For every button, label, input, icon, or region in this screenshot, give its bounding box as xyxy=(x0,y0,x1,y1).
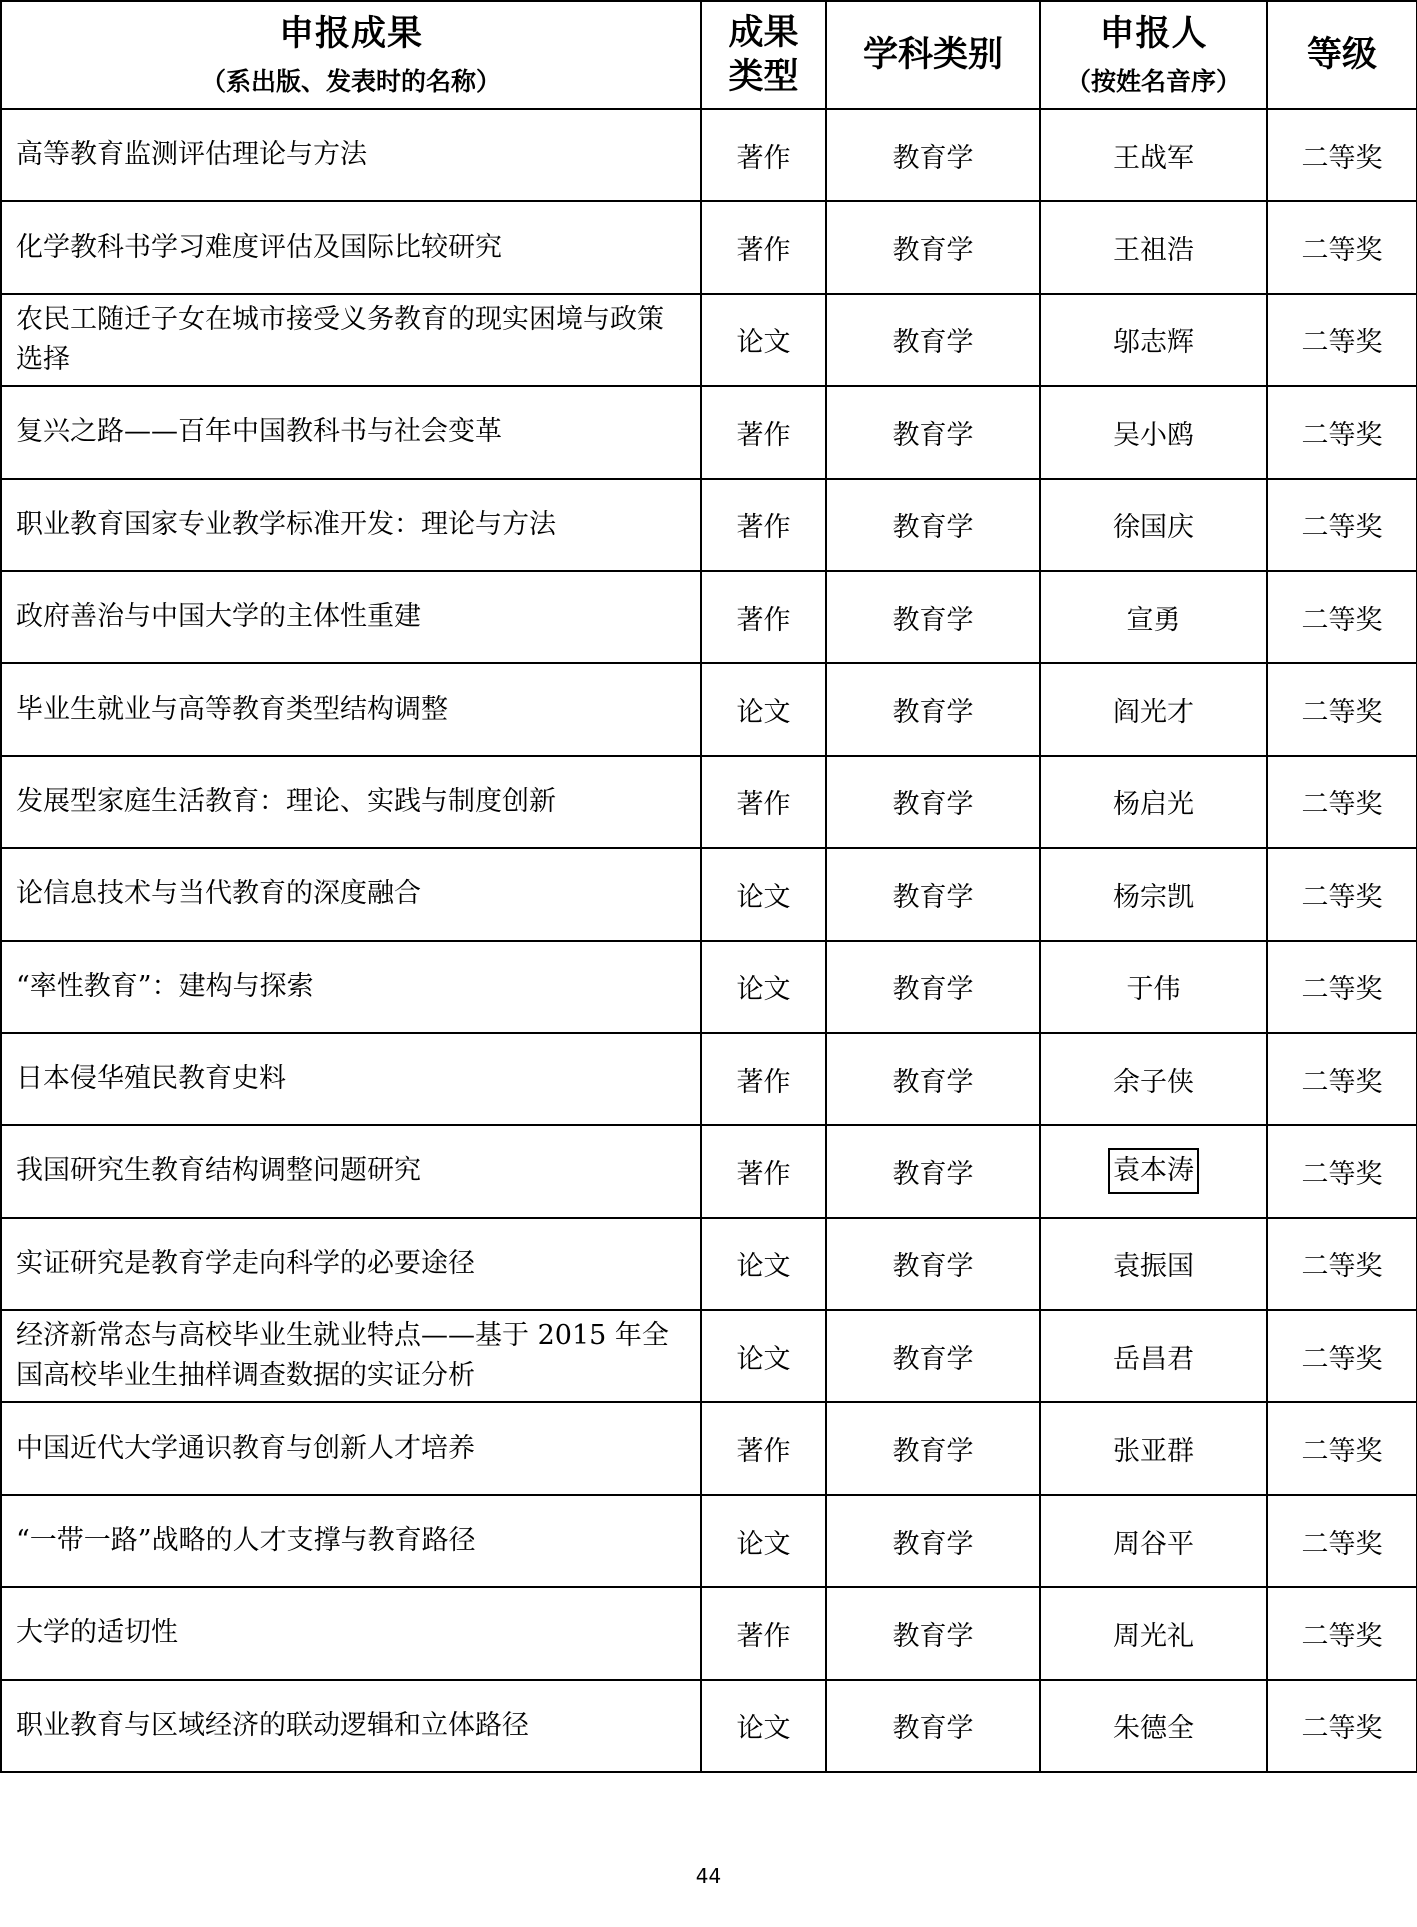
award-grade-cell: 二等奖 xyxy=(1267,109,1417,201)
achievement-title-cell: 大学的适切性 xyxy=(1,1587,701,1679)
applicant-cell: 杨启光 xyxy=(1040,756,1267,848)
achievement-title-cell: 我国研究生教育结构调整问题研究 xyxy=(1,1125,701,1217)
table-row xyxy=(1,109,1417,201)
applicant-cell: 余子侠 xyxy=(1040,1033,1267,1125)
achievement-type-cell: 论文 xyxy=(701,294,826,386)
subject-category-cell: 教育学 xyxy=(826,386,1040,478)
table-body xyxy=(1,109,1417,1772)
applicant-cell: 王战军 xyxy=(1040,109,1267,201)
applicant-cell: 吴小鸥 xyxy=(1040,386,1267,478)
award-grade-cell: 二等奖 xyxy=(1267,386,1417,478)
achievement-title-cell: 日本侵华殖民教育史料 xyxy=(1,1033,701,1125)
award-grade-cell: 二等奖 xyxy=(1267,1033,1417,1125)
table-row xyxy=(1,294,1417,386)
table-row xyxy=(1,848,1417,940)
subject-category-cell: 教育学 xyxy=(826,1218,1040,1310)
table-row xyxy=(1,479,1417,571)
applicant-cell: 阎光才 xyxy=(1040,663,1267,755)
applicant-cell: 袁振国 xyxy=(1040,1218,1267,1310)
achievement-title-cell: 复兴之路——百年中国教科书与社会变革 xyxy=(1,386,701,478)
header-applicant-note: （按姓名音序） xyxy=(1065,66,1241,96)
subject-category-cell: 教育学 xyxy=(826,756,1040,848)
achievement-type-cell: 论文 xyxy=(701,1680,826,1772)
achievement-type-cell: 著作 xyxy=(701,756,826,848)
header-achievement xyxy=(1,1,701,109)
award-grade-cell: 二等奖 xyxy=(1267,1310,1417,1402)
achievement-type-cell: 著作 xyxy=(701,1033,826,1125)
applicant-cell: 朱德全 xyxy=(1040,1680,1267,1772)
achievement-type-cell: 论文 xyxy=(701,941,826,1033)
applicant-cell: 杨宗凯 xyxy=(1040,848,1267,940)
achievement-title-cell: 实证研究是教育学走向科学的必要途径 xyxy=(1,1218,701,1310)
subject-category-cell: 教育学 xyxy=(826,663,1040,755)
award-grade-cell: 二等奖 xyxy=(1267,1495,1417,1587)
achievement-title-cell: 化学教科书学习难度评估及国际比较研究 xyxy=(1,201,701,293)
subject-category-cell: 教育学 xyxy=(826,848,1040,940)
achievement-type-cell: 著作 xyxy=(701,479,826,571)
header-type-line1: 成果 xyxy=(728,13,799,53)
award-grade-cell: 二等奖 xyxy=(1267,756,1417,848)
achievement-type-cell: 论文 xyxy=(701,663,826,755)
applicant-cell: 岳昌君 xyxy=(1040,1310,1267,1402)
award-grade-cell: 二等奖 xyxy=(1267,941,1417,1033)
award-grade-cell: 二等奖 xyxy=(1267,1125,1417,1217)
table-row xyxy=(1,1680,1417,1772)
table-header xyxy=(1,1,1417,109)
header-category xyxy=(826,1,1040,109)
achievement-type-cell: 论文 xyxy=(701,1218,826,1310)
header-type xyxy=(701,1,826,109)
applicant-cell: 徐国庆 xyxy=(1040,479,1267,571)
subject-category-cell: 教育学 xyxy=(826,201,1040,293)
page-number: 44 xyxy=(695,1864,722,1888)
table-row xyxy=(1,1310,1417,1402)
table-row xyxy=(1,1495,1417,1587)
achievement-title-cell: 发展型家庭生活教育：理论、实践与制度创新 xyxy=(1,756,701,848)
achievement-type-cell: 著作 xyxy=(701,386,826,478)
subject-category-cell: 教育学 xyxy=(826,294,1040,386)
table-row xyxy=(1,386,1417,478)
award-grade-cell: 二等奖 xyxy=(1267,1680,1417,1772)
subject-category-cell: 教育学 xyxy=(826,1495,1040,1587)
table-row xyxy=(1,1033,1417,1125)
achievement-title-cell: “一带一路”战略的人才支撑与教育路径 xyxy=(1,1495,701,1587)
achievement-title-cell: 中国近代大学通识教育与创新人才培养 xyxy=(1,1402,701,1494)
table-row xyxy=(1,663,1417,755)
applicant-cell: 周光礼 xyxy=(1040,1587,1267,1679)
award-grade-cell: 二等奖 xyxy=(1267,848,1417,940)
subject-category-cell: 教育学 xyxy=(826,1310,1040,1402)
applicant-cell: 周谷平 xyxy=(1040,1495,1267,1587)
award-grade-cell: 二等奖 xyxy=(1267,663,1417,755)
header-achievement-label: 申报成果 xyxy=(278,13,423,54)
subject-category-cell: 教育学 xyxy=(826,479,1040,571)
achievement-title-cell: 政府善治与中国大学的主体性重建 xyxy=(1,571,701,663)
subject-category-cell: 教育学 xyxy=(826,941,1040,1033)
award-grade-cell: 二等奖 xyxy=(1267,201,1417,293)
header-applicant-label: 申报人 xyxy=(1099,13,1208,54)
award-grade-cell: 二等奖 xyxy=(1267,571,1417,663)
achievement-title-cell: 职业教育与区域经济的联动逻辑和立体路径 xyxy=(1,1680,701,1772)
achievement-title-cell: 农民工随迁子女在城市接受义务教育的现实困境与政策选择 xyxy=(1,294,701,386)
achievement-type-cell: 著作 xyxy=(701,1402,826,1494)
award-grade-cell: 二等奖 xyxy=(1267,1218,1417,1310)
applicant-cell: 于伟 xyxy=(1040,941,1267,1033)
header-grade-label: 等级 xyxy=(1306,34,1377,75)
subject-category-cell: 教育学 xyxy=(826,1680,1040,1772)
subject-category-cell: 教育学 xyxy=(826,1033,1040,1125)
table-row xyxy=(1,941,1417,1033)
achievement-type-cell: 著作 xyxy=(701,1125,826,1217)
achievement-type-cell: 著作 xyxy=(701,571,826,663)
applicant-boxed-name: 袁本涛 xyxy=(1108,1148,1199,1194)
table-row xyxy=(1,1402,1417,1494)
table-row xyxy=(1,201,1417,293)
achievement-title-cell: 职业教育国家专业教学标准开发：理论与方法 xyxy=(1,479,701,571)
subject-category-cell: 教育学 xyxy=(826,1587,1040,1679)
achievement-type-cell: 论文 xyxy=(701,848,826,940)
applicant-cell: 宣勇 xyxy=(1040,571,1267,663)
award-grade-cell: 二等奖 xyxy=(1267,294,1417,386)
subject-category-cell: 教育学 xyxy=(826,1125,1040,1217)
award-grade-cell: 二等奖 xyxy=(1267,479,1417,571)
header-row xyxy=(1,1,1417,109)
applicant-cell: 邬志辉 xyxy=(1040,294,1267,386)
achievement-title-cell: 毕业生就业与高等教育类型结构调整 xyxy=(1,663,701,755)
header-type-line2: 类型 xyxy=(728,57,799,97)
award-grade-cell: 二等奖 xyxy=(1267,1402,1417,1494)
table-row xyxy=(1,571,1417,663)
subject-category-cell: 教育学 xyxy=(826,1402,1040,1494)
subject-category-cell: 教育学 xyxy=(826,571,1040,663)
achievement-type-cell: 论文 xyxy=(701,1310,826,1402)
achievement-type-cell: 著作 xyxy=(701,201,826,293)
applicant-cell: 王祖浩 xyxy=(1040,201,1267,293)
achievement-title-cell: 高等教育监测评估理论与方法 xyxy=(1,109,701,201)
applicant-cell: 张亚群 xyxy=(1040,1402,1267,1494)
award-grade-cell: 二等奖 xyxy=(1267,1587,1417,1679)
table-row xyxy=(1,1125,1417,1217)
header-achievement-note: （系出版、发表时的名称） xyxy=(200,66,501,96)
table-row xyxy=(1,1218,1417,1310)
achievement-title-cell: 经济新常态与高校毕业生就业特点——基于 2015 年全国高校毕业生抽样调查数据的实证分析 xyxy=(1,1310,701,1402)
achievement-title-cell: “率性教育”：建构与探索 xyxy=(1,941,701,1033)
header-applicant xyxy=(1040,1,1267,109)
subject-category-cell: 教育学 xyxy=(826,109,1040,201)
header-grade xyxy=(1267,1,1417,109)
applicant-cell xyxy=(1040,1125,1267,1217)
achievement-title-cell: 论信息技术与当代教育的深度融合 xyxy=(1,848,701,940)
achievement-type-cell: 著作 xyxy=(701,1587,826,1679)
header-category-label: 学科类别 xyxy=(862,34,1003,75)
table-row xyxy=(1,1587,1417,1679)
table-row xyxy=(1,756,1417,848)
achievement-type-cell: 著作 xyxy=(701,109,826,201)
achievement-type-cell: 论文 xyxy=(701,1495,826,1587)
